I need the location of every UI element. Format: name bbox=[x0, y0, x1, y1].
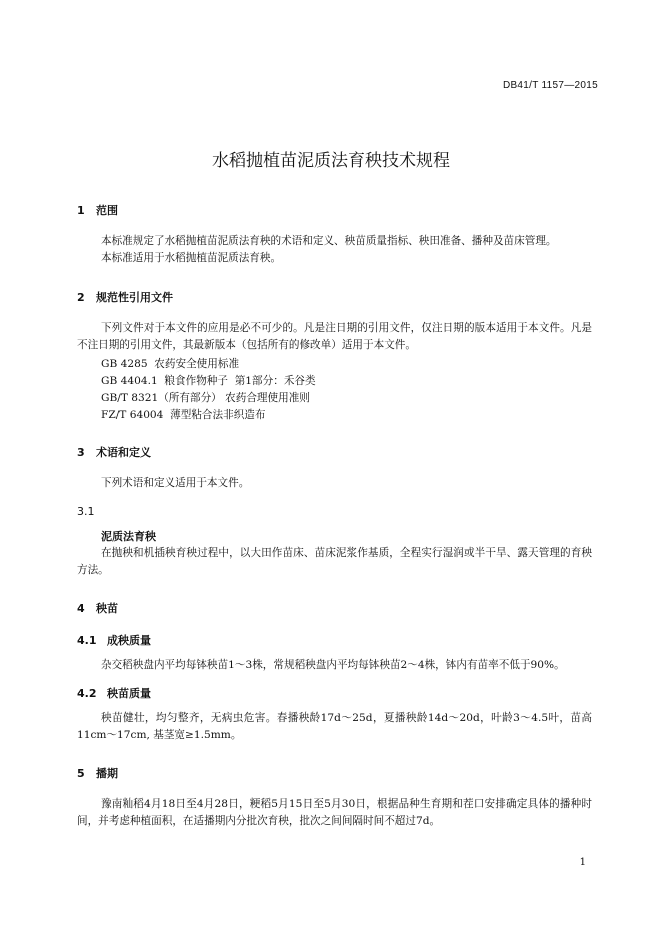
subsection-4-2-body bbox=[77, 710, 592, 744]
document-code: DB41/T 1157—2015 bbox=[502, 80, 598, 91]
paragraph: 本标准适用于水稻抛植苗泥质法育秧。 bbox=[101, 252, 282, 264]
section-number: 3 bbox=[77, 446, 85, 459]
section-title: 范围 bbox=[96, 204, 118, 217]
reference-item: GB 4285 农药安全使用标准 bbox=[101, 358, 240, 370]
section-4-heading bbox=[77, 600, 118, 616]
page-number: 1 bbox=[579, 857, 586, 868]
paragraph: 秧苗健壮，均匀整齐，无病虫危害。春播秧龄17d～25d，夏播秧龄14d～20d，叶龄3～4.5叶，苗高11cm～17cm, 基茎宽≥1.5mm。 bbox=[77, 712, 592, 741]
reference-item: GB 4404.1 粮食作物种子 第1部分：禾谷类 bbox=[101, 375, 316, 387]
section-3-intro bbox=[77, 475, 592, 492]
subsection-4-1-heading bbox=[77, 632, 151, 648]
subsection-title: 秧苗质量 bbox=[107, 687, 151, 700]
section-1-heading bbox=[77, 202, 118, 218]
section-number: 5 bbox=[77, 767, 85, 780]
section-title: 规范性引用文件 bbox=[96, 291, 173, 304]
paragraph: 杂交稻秧盘内平均每钵秧苗1～3株，常规稻秧盘内平均每钵秧苗2～4株，钵内有苗率不低于90%。 bbox=[101, 659, 565, 671]
section-5-body bbox=[77, 796, 592, 830]
section-title: 术语和定义 bbox=[96, 446, 151, 459]
section-1-body bbox=[77, 233, 592, 267]
term-definition bbox=[77, 545, 592, 579]
section-number: 1 bbox=[77, 204, 85, 217]
paragraph: 在抛秧和机插秧育秧过程中，以大田作苗床、苗床泥浆作基质，全程实行湿润或半干旱、露天管理的育秧方法。 bbox=[77, 547, 592, 576]
document-title: 水稻抛植苗泥质法育秧技术规程 bbox=[212, 151, 450, 171]
section-5-heading bbox=[77, 765, 118, 781]
section-number: 4 bbox=[77, 602, 85, 615]
term-number: 3.1 bbox=[77, 505, 95, 518]
paragraph: 下列文件对于本文件的应用是必不可少的。凡是注日期的引用文件，仅注日期的版本适用于本文件。凡是不注日期的引用文件，其最新版本（包括所有的修改单）适用于本文件。 bbox=[77, 322, 592, 351]
section-title: 播期 bbox=[96, 767, 118, 780]
section-2-intro bbox=[77, 320, 592, 354]
paragraph: 下列术语和定义适用于本文件。 bbox=[101, 477, 250, 489]
subsection-title: 成秧质量 bbox=[107, 634, 151, 647]
subsection-number: 4.2 bbox=[77, 687, 97, 700]
section-3-heading bbox=[77, 444, 151, 460]
section-number: 2 bbox=[77, 291, 85, 304]
paragraph: 本标准规定了水稻抛植苗泥质法育秧的术语和定义、秧苗质量指标、秧田准备、播种及苗床管理。 bbox=[101, 235, 557, 247]
section-title: 秧苗 bbox=[96, 602, 118, 615]
section-2-heading bbox=[77, 289, 173, 305]
reference-item: GB/T 8321（所有部分） 农药合理使用准则 bbox=[101, 392, 310, 404]
term-name: 泥质法育秧 bbox=[101, 530, 156, 543]
paragraph: 豫南籼稻4月18日至4月28日，粳稻5月15日至5月30日，根据品种生育期和茬口安排确定具体的播种时间，并考虑种植面积，在适播期内分批次育秧，批次之间间隔时间不超过7d。 bbox=[77, 798, 592, 827]
subsection-4-1-body bbox=[77, 657, 592, 674]
subsection-4-2-heading bbox=[77, 685, 151, 701]
subsection-number: 4.1 bbox=[77, 634, 97, 647]
reference-item: FZ/T 64004 薄型粘合法非织造布 bbox=[101, 409, 266, 421]
